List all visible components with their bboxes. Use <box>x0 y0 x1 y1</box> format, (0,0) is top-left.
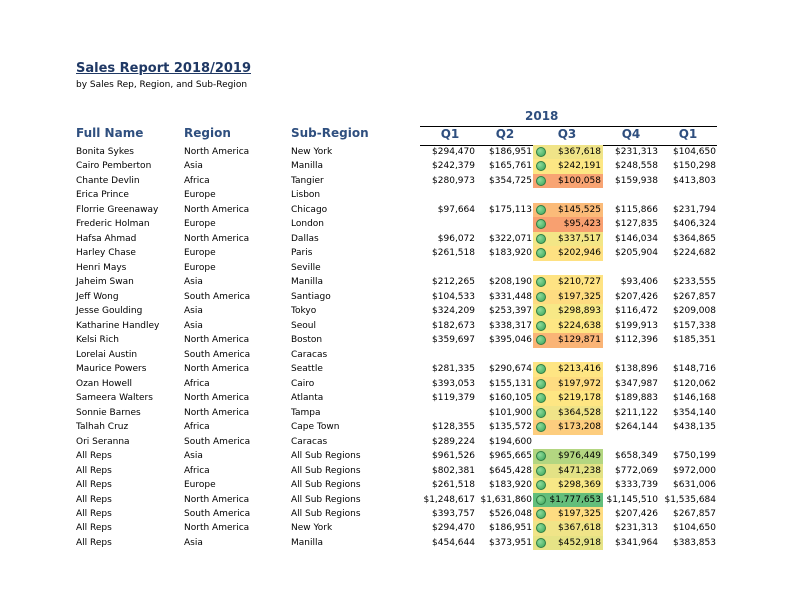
cell-q3: $213,416 <box>558 364 601 375</box>
cell-q1: $261,518 <box>432 248 475 259</box>
cell-q4: $333,739 <box>615 480 658 491</box>
table-row <box>0 232 792 247</box>
cell-full-name: Katharine Handley <box>76 320 160 331</box>
cell-full-name: All Reps <box>76 494 112 505</box>
cell-region: Asia <box>184 320 203 331</box>
table-row <box>0 217 792 232</box>
table-row <box>0 261 792 276</box>
cell-region: Asia <box>184 277 203 288</box>
cell-q3: $242,191 <box>558 161 601 172</box>
cell-q4: $341,964 <box>615 537 658 548</box>
cell-full-name: Jesse Goulding <box>76 306 143 317</box>
cell-q4: $138,896 <box>615 364 658 375</box>
cell-q1: $280,973 <box>432 175 475 186</box>
cell-q1-next: $750,199 <box>673 451 716 462</box>
cell-full-name: Bonita Sykes <box>76 147 134 157</box>
cell-q2: $165,761 <box>489 161 532 172</box>
table-row <box>0 333 792 348</box>
cell-sub-region: All Sub Regions <box>291 509 361 519</box>
header-full-name: Full Name <box>76 126 144 140</box>
cell-sub-region: Seoul <box>291 320 316 331</box>
cell-q1-next: $354,140 <box>673 407 716 418</box>
cell-sub-region: All Sub Regions <box>291 494 361 505</box>
table-row <box>0 348 792 363</box>
cell-q1: $289,224 <box>432 436 475 447</box>
cell-q1-next: $231,794 <box>673 204 716 215</box>
table-row <box>0 319 792 334</box>
cell-q1: $281,335 <box>432 364 475 375</box>
cell-full-name: Ori Seranna <box>76 436 130 447</box>
cell-q1: $324,209 <box>432 306 475 317</box>
cell-q3: $210,727 <box>558 277 601 288</box>
cell-q1-next: $157,338 <box>673 320 716 331</box>
cell-q4: $207,426 <box>615 509 658 519</box>
cell-sub-region: All Sub Regions <box>291 465 361 476</box>
table-row <box>0 159 792 174</box>
table-row <box>0 521 792 536</box>
table-row <box>0 391 792 406</box>
cell-q1-next: $383,853 <box>673 537 716 548</box>
cell-q1-next: $120,062 <box>673 378 716 389</box>
cell-region: Europe <box>184 248 216 259</box>
cell-sub-region: Cape Town <box>291 422 340 433</box>
table-row <box>0 493 792 508</box>
cell-q2: $354,725 <box>489 175 532 186</box>
cell-region: South America <box>184 291 251 302</box>
cell-q2: $253,397 <box>489 306 532 317</box>
cell-q1: $961,526 <box>432 451 475 462</box>
table-row <box>0 145 792 160</box>
cell-sub-region: Seattle <box>291 364 323 375</box>
cell-region: Africa <box>184 422 210 433</box>
cell-region: South America <box>184 509 251 519</box>
cell-q3: $298,893 <box>558 306 601 317</box>
cell-q4: $189,883 <box>615 393 658 404</box>
cell-q1-next: $104,650 <box>673 523 716 534</box>
cell-q2: $331,448 <box>489 291 532 302</box>
cell-full-name: All Reps <box>76 465 112 476</box>
cell-q1: $96,072 <box>437 233 475 244</box>
cell-region: North America <box>184 233 250 244</box>
cell-q3: $129,871 <box>558 335 601 346</box>
cell-q1-next: $224,682 <box>673 248 716 259</box>
cell-q4: $1,145,510 <box>606 494 658 505</box>
cell-q1: $294,470 <box>432 523 475 534</box>
cell-q3: $298,369 <box>558 480 601 491</box>
cell-region: South America <box>184 436 251 447</box>
cell-sub-region: All Sub Regions <box>291 480 361 491</box>
cell-region: Europe <box>184 480 216 491</box>
cell-sub-region: Atlanta <box>291 393 324 404</box>
cell-q2: $645,428 <box>489 465 532 476</box>
cell-region: Asia <box>184 161 203 172</box>
cell-region: Africa <box>184 175 210 186</box>
cell-q2: $322,071 <box>489 233 532 244</box>
cell-full-name: Hafsa Ahmad <box>76 233 137 244</box>
cell-q1: $454,644 <box>432 537 475 548</box>
cell-full-name: Ozan Howell <box>76 378 133 389</box>
cell-q3: $471,238 <box>558 465 601 476</box>
cell-sub-region: Manilla <box>291 537 324 548</box>
cell-q2: $183,920 <box>489 248 532 259</box>
cell-region: North America <box>184 364 250 375</box>
table-row <box>0 406 792 421</box>
cell-full-name: Kelsi Rich <box>76 335 119 346</box>
cell-q1-next: $1,535,684 <box>664 494 716 505</box>
cell-q1-next: $104,650 <box>673 147 716 157</box>
cell-sub-region: Lisbon <box>291 190 321 201</box>
cell-q4: $264,144 <box>615 422 658 433</box>
cell-q2: $186,951 <box>489 147 532 157</box>
cell-region: Africa <box>184 465 210 476</box>
cell-q1-next: $146,168 <box>673 393 716 404</box>
table-row <box>0 478 792 493</box>
cell-q1-next: $406,324 <box>673 219 716 230</box>
cell-q1: $1,248,617 <box>423 494 475 505</box>
cell-full-name: Henri Mays <box>76 262 127 273</box>
cell-full-name: Talhah Cruz <box>76 422 129 433</box>
cell-region: Europe <box>184 219 216 230</box>
cell-q1-next: $148,716 <box>673 364 716 375</box>
table-row <box>0 275 792 290</box>
cell-q4: $248,558 <box>615 161 658 172</box>
cell-q4: $146,034 <box>615 233 658 244</box>
table-row <box>0 464 792 479</box>
table-row <box>0 536 792 551</box>
cell-q2: $395,046 <box>489 335 532 346</box>
cell-q1-next: $364,865 <box>673 233 716 244</box>
cell-q2: $135,572 <box>489 422 532 433</box>
cell-q3: $367,618 <box>558 147 601 157</box>
cell-q1: $294,470 <box>432 147 475 157</box>
cell-full-name: Chante Devlin <box>76 175 140 186</box>
cell-q2: $208,190 <box>489 277 532 288</box>
cell-q1: $104,533 <box>432 291 475 302</box>
cell-region: Asia <box>184 537 203 548</box>
cell-q4: $127,835 <box>615 219 658 230</box>
cell-full-name: All Reps <box>76 509 112 519</box>
cell-region: North America <box>184 407 250 418</box>
cell-q2: $338,317 <box>489 320 532 331</box>
cell-q2: $175,113 <box>489 204 532 215</box>
cell-q1-next: $209,008 <box>673 306 716 317</box>
cell-sub-region: London <box>291 219 324 230</box>
cell-region: North America <box>184 204 250 215</box>
cell-q3: $337,517 <box>558 233 601 244</box>
cell-region: North America <box>184 335 250 346</box>
cell-q2: $183,920 <box>489 480 532 491</box>
cell-q1: $393,757 <box>432 509 475 519</box>
cell-q4: $347,987 <box>615 378 658 389</box>
cell-q4: $772,069 <box>615 465 658 476</box>
cell-sub-region: Caracas <box>291 436 328 447</box>
cell-sub-region: Chicago <box>291 204 328 215</box>
cell-q3: $145,525 <box>558 204 601 215</box>
table-row <box>0 246 792 261</box>
cell-q1-next: $267,857 <box>673 291 716 302</box>
cell-q1: $128,355 <box>432 422 475 433</box>
cell-q2: $1,631,860 <box>480 494 532 505</box>
cell-full-name: Cairo Pemberton <box>76 161 152 172</box>
cell-full-name: Frederic Holman <box>76 219 150 230</box>
cell-region: North America <box>184 393 250 404</box>
cell-q2: $526,048 <box>489 509 532 519</box>
cell-q3: $364,528 <box>558 407 601 418</box>
cell-full-name: All Reps <box>76 537 112 548</box>
report-title: Sales Report 2018/2019 <box>76 61 251 76</box>
cell-q1: $261,518 <box>432 480 475 491</box>
table-row <box>0 449 792 464</box>
cell-sub-region: Manilla <box>291 161 324 172</box>
cell-region: North America <box>184 147 250 157</box>
cell-full-name: All Reps <box>76 480 112 491</box>
cell-q3: $1,777,653 <box>549 494 601 505</box>
cell-region: Africa <box>184 378 210 389</box>
cell-full-name: Florrie Greenaway <box>76 204 159 215</box>
cell-sub-region: Manilla <box>291 277 324 288</box>
header-region: Region <box>184 126 231 140</box>
cell-q1: $359,697 <box>432 335 475 346</box>
cell-full-name: Erica Prince <box>76 190 129 201</box>
cell-full-name: All Reps <box>76 523 112 534</box>
cell-q3: $173,208 <box>558 422 601 433</box>
table-row <box>0 304 792 319</box>
cell-q4: $115,866 <box>615 204 658 215</box>
cell-region: South America <box>184 349 251 360</box>
cell-q4: $93,406 <box>620 277 658 288</box>
cell-q4: $112,396 <box>615 335 658 346</box>
table-row <box>0 377 792 392</box>
header-q2: Q2 <box>495 127 515 141</box>
cell-sub-region: Tokyo <box>291 306 317 317</box>
cell-q2: $194,600 <box>489 436 532 447</box>
cell-q1-next: $413,803 <box>673 175 716 186</box>
cell-q3: $197,325 <box>558 291 601 302</box>
cell-full-name: Harley Chase <box>76 248 136 259</box>
header-year: 2018 <box>525 109 559 123</box>
cell-sub-region: Caracas <box>291 349 328 360</box>
cell-q1: $393,053 <box>432 378 475 389</box>
cell-q1-next: $972,000 <box>673 465 716 476</box>
cell-q4: $211,122 <box>615 407 658 418</box>
cell-full-name: All Reps <box>76 451 112 462</box>
cell-full-name: Lorelai Austin <box>76 349 138 360</box>
cell-q1: $182,673 <box>432 320 475 331</box>
cell-q1-next: $185,351 <box>673 335 716 346</box>
cell-full-name: Sonnie Barnes <box>76 407 141 418</box>
cell-full-name: Maurice Powers <box>76 364 147 375</box>
cell-q3: $202,946 <box>558 248 601 259</box>
cell-q1-next: $267,857 <box>673 509 716 519</box>
table-row <box>0 174 792 189</box>
header-q1: Q1 <box>440 127 460 141</box>
cell-q4: $116,472 <box>615 306 658 317</box>
table-row <box>0 188 792 203</box>
cell-q4: $231,313 <box>615 523 658 534</box>
cell-q2: $290,674 <box>489 364 532 375</box>
cell-full-name: Jaheim Swan <box>76 277 134 288</box>
cell-q4: $205,904 <box>615 248 658 259</box>
cell-q1: $212,265 <box>432 277 475 288</box>
cell-q1-next: $631,006 <box>673 480 716 491</box>
cell-sub-region: Tampa <box>291 407 321 418</box>
header-q3: Q3 <box>557 127 577 141</box>
cell-q1-next: $150,298 <box>673 161 716 172</box>
cell-q1: $97,664 <box>437 204 475 215</box>
cell-region: North America <box>184 494 250 505</box>
cell-sub-region: Boston <box>291 335 323 346</box>
cell-q4: $159,938 <box>615 175 658 186</box>
cell-q4: $199,913 <box>615 320 658 331</box>
cell-q3: $367,618 <box>558 523 601 534</box>
table-row <box>0 203 792 218</box>
cell-region: Asia <box>184 306 203 317</box>
cell-q4: $207,426 <box>615 291 658 302</box>
cell-full-name: Jeff Wong <box>76 291 119 302</box>
header-sub-region: Sub-Region <box>291 126 369 140</box>
cell-q2: $160,105 <box>489 393 532 404</box>
cell-q4: $658,349 <box>615 451 658 462</box>
cell-sub-region: Tangier <box>291 175 324 186</box>
table-row <box>0 435 792 450</box>
cell-q1: $802,381 <box>432 465 475 476</box>
cell-sub-region: New York <box>291 147 333 157</box>
cell-q2: $186,951 <box>489 523 532 534</box>
cell-region: Europe <box>184 262 216 273</box>
cell-q3: $95,423 <box>563 219 601 230</box>
report-subtitle: by Sales Rep, Region, and Sub-Region <box>76 80 248 90</box>
table-row <box>0 420 792 435</box>
table-row <box>0 362 792 377</box>
cell-region: Europe <box>184 190 216 201</box>
cell-q3: $224,638 <box>558 320 601 331</box>
cell-sub-region: All Sub Regions <box>291 451 361 462</box>
cell-q2: $373,951 <box>489 537 532 548</box>
cell-q2: $965,665 <box>489 451 532 462</box>
cell-q3: $197,325 <box>558 509 601 519</box>
cell-sub-region: Cairo <box>291 378 315 389</box>
cell-q3: $452,918 <box>558 537 601 548</box>
cell-sub-region: New York <box>291 523 333 534</box>
cell-q3: $197,972 <box>558 378 601 389</box>
cell-q3: $219,178 <box>558 393 601 404</box>
cell-sub-region: Dallas <box>291 233 319 244</box>
table-row <box>0 507 792 522</box>
cell-full-name: Sameera Walters <box>76 393 153 404</box>
table-row <box>0 290 792 305</box>
cell-q1: $119,379 <box>432 393 475 404</box>
cell-q2: $155,131 <box>489 378 532 389</box>
cell-region: North America <box>184 523 250 534</box>
cell-sub-region: Paris <box>291 248 313 259</box>
header-q4: Q4 <box>621 127 641 141</box>
cell-q1-next: $438,135 <box>673 422 716 433</box>
cell-sub-region: Seville <box>291 262 321 273</box>
cell-sub-region: Santiago <box>291 291 331 302</box>
cell-q4: $231,313 <box>615 147 658 157</box>
cell-q1-next: $233,555 <box>673 277 716 288</box>
cell-region: Asia <box>184 451 203 462</box>
cell-q3: $976,449 <box>558 451 601 462</box>
cell-q2: $101,900 <box>489 407 532 418</box>
cell-q3: $100,058 <box>558 175 601 186</box>
cell-q1: $242,379 <box>432 161 475 172</box>
header-q1-next: Q1 <box>678 127 698 141</box>
